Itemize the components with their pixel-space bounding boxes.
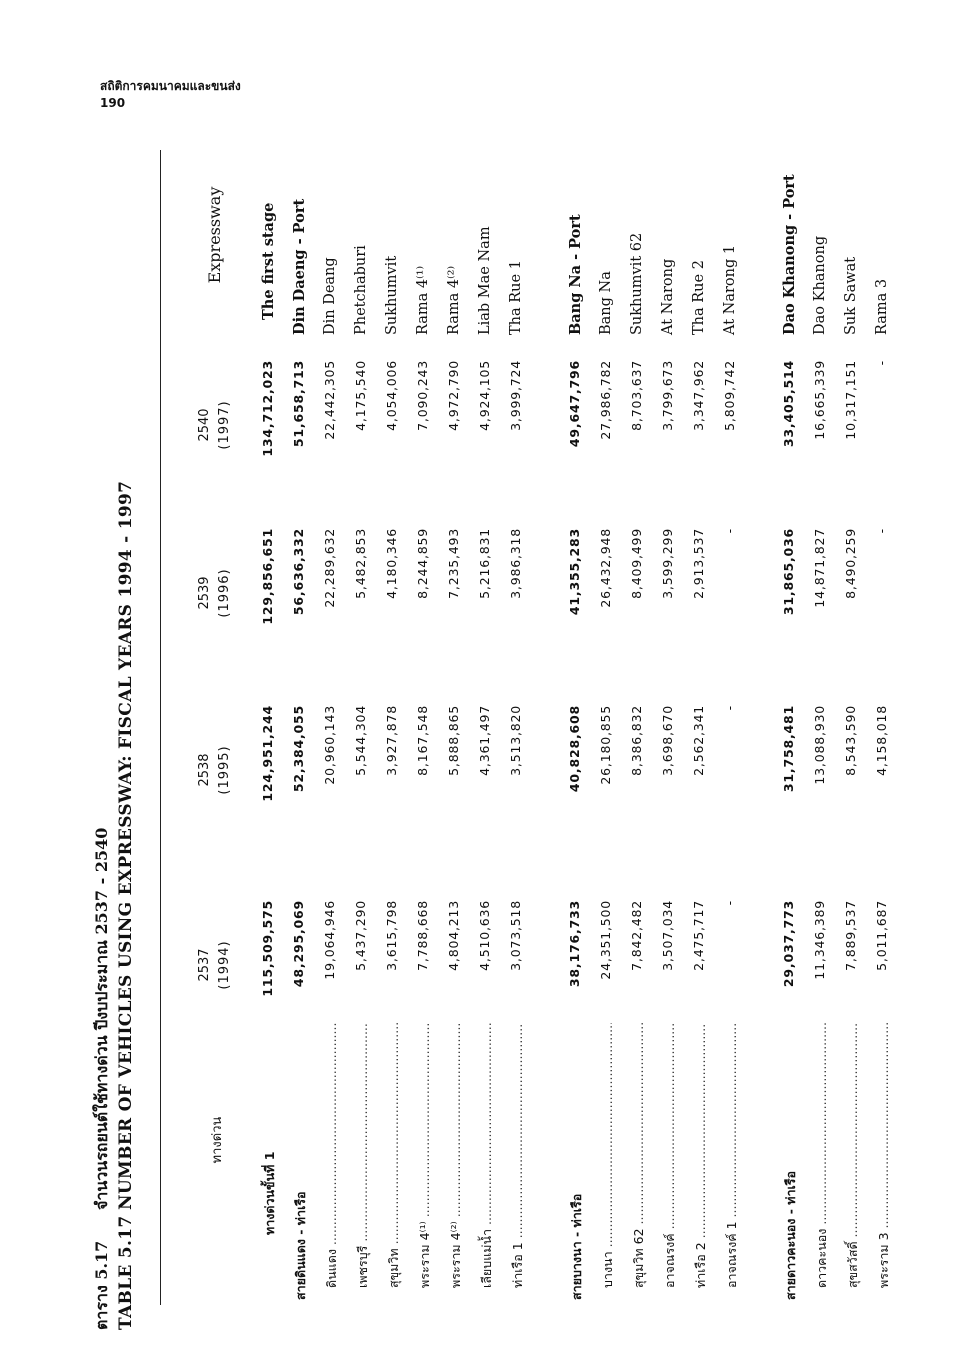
- table-row: [477, 150, 507, 1330]
- row-value-2: 31,758,481: [781, 705, 796, 793]
- rotated-table-region: [90, 150, 960, 1330]
- row-thai-name: พระราม 4⁽¹⁾ .....: [415, 1023, 435, 1288]
- eng-table-label: TABLE 5.17: [116, 1215, 136, 1330]
- row-value-4: 4,054,006: [384, 360, 399, 431]
- row-value-1: 3,073,518: [508, 900, 523, 971]
- row-value-1: 3,615,798: [384, 900, 399, 971]
- row-value-3: 5,216,831: [477, 528, 492, 599]
- page-header: [100, 78, 241, 112]
- row-eng-name: Tha Rue 1: [508, 260, 524, 335]
- row-eng-name: Phetchaburi: [353, 245, 369, 335]
- row-value-3: 5,482,853: [353, 528, 368, 599]
- table-row: [874, 150, 904, 1330]
- table-row: [691, 150, 721, 1330]
- table-row: [260, 150, 290, 1330]
- row-thai-name: อาจณรงค์ .....: [660, 1023, 680, 1288]
- thai-table-label: ตาราง 5.17: [92, 1240, 111, 1330]
- table-row: [567, 150, 597, 1330]
- row-thai-name: ทางด่วนขั้นที่ 1: [262, 1151, 277, 1235]
- table-row: [812, 150, 842, 1330]
- row-value-2: 8,543,590: [843, 705, 858, 776]
- table-row: [508, 150, 538, 1330]
- row-value-1: 48,295,069: [291, 900, 306, 988]
- row-value-4: 4,924,105: [477, 360, 492, 431]
- row-value-3: 4,180,346: [384, 528, 399, 599]
- row-value-1: 115,509,575: [260, 900, 275, 997]
- row-eng-name: Bang Na - Port: [567, 214, 584, 335]
- row-value-4: 22,442,305: [322, 360, 337, 440]
- table-row: [322, 150, 352, 1330]
- row-eng-name: Dao Khanong - Port: [781, 174, 798, 335]
- row-value-4: 4,972,790: [446, 360, 461, 431]
- year-header-2538: 2538 (1995): [197, 745, 232, 795]
- year-header-2539: 2539 (1996): [197, 568, 232, 618]
- row-eng-name: Sukhumvit: [384, 255, 400, 335]
- row-eng-name: The first stage: [260, 202, 277, 320]
- row-value-3: 41,355,283: [567, 528, 582, 616]
- row-eng-name: Rama 3: [874, 278, 890, 335]
- row-eng-name: Rama 4⁽¹⁾: [415, 265, 431, 335]
- row-value-3: 26,432,948: [598, 528, 613, 608]
- row-value-3: 3,599,299: [660, 528, 675, 599]
- row-value-2: 2,562,341: [691, 705, 706, 776]
- row-thai-name: สายดินแดง - ท่าเรือ: [293, 1191, 308, 1300]
- row-value-2: 5,544,304: [353, 705, 368, 776]
- row-value-2: 5,888,865: [446, 705, 461, 776]
- row-thai-name: พระราม 3 .....: [874, 1023, 894, 1288]
- row-value-3: 31,865,036: [781, 528, 796, 616]
- row-value-4: -: [874, 360, 889, 366]
- page-number: 190: [100, 96, 126, 110]
- row-value-4: 3,799,673: [660, 360, 675, 431]
- table-row: [291, 150, 321, 1330]
- row-value-1: 19,064,946: [322, 900, 337, 980]
- row-value-4: 7,090,243: [415, 360, 430, 431]
- row-thai-name: สุขสวัสดิ์ .....: [843, 1023, 863, 1288]
- row-value-1: 2,475,717: [691, 900, 706, 971]
- row-value-2: 4,361,497: [477, 705, 492, 776]
- row-value-1: 4,804,213: [446, 900, 461, 971]
- table-row: [446, 150, 476, 1330]
- row-value-1: 5,437,290: [353, 900, 368, 971]
- row-thai-name: บางนา .....: [598, 1023, 618, 1288]
- row-value-2: 3,927,878: [384, 705, 399, 776]
- row-thai-name: สายดาวคะนอง - ท่าเรือ: [783, 1170, 798, 1300]
- row-value-1: 4,510,636: [477, 900, 492, 971]
- table-row: [781, 150, 811, 1330]
- row-thai-name: ดาวคะนอง .....: [812, 1023, 832, 1288]
- row-value-3: -: [722, 528, 737, 534]
- row-eng-name: Dao Khanong: [812, 235, 828, 335]
- row-thai-name: สายบางนา - ท่าเรือ: [569, 1193, 584, 1300]
- table-row: [353, 150, 383, 1330]
- row-thai-name: ท่าเรือ 2 .....: [691, 1023, 711, 1288]
- row-eng-name: Liab Mae Nam: [477, 226, 493, 335]
- row-value-2: 4,158,018: [874, 705, 889, 776]
- row-value-4: 10,317,151: [843, 360, 858, 440]
- row-eng-name: Suk Sawat: [843, 256, 859, 335]
- table-row: [598, 150, 628, 1330]
- row-value-2: 52,384,055: [291, 705, 306, 793]
- top-rule: [160, 150, 161, 1305]
- row-value-1: 24,351,500: [598, 900, 613, 980]
- row-eng-name: Din Deang: [322, 257, 338, 335]
- row-value-1: 7,889,537: [843, 900, 858, 971]
- thai-table-title: จำนวนรถยนต์ใช้ทางด่วน ปีงบประมาณ 2537 - 2540: [92, 827, 111, 1210]
- row-thai-name: ดินแดง .....: [322, 1023, 342, 1288]
- table-title: [90, 481, 138, 1330]
- row-value-3: 22,289,632: [322, 528, 337, 608]
- row-value-4: 51,658,713: [291, 360, 306, 448]
- row-value-3: 56,636,332: [291, 528, 306, 616]
- row-thai-name: ท่าเรือ 1 .....: [508, 1023, 528, 1288]
- eng-column-header: Expressway: [205, 186, 224, 284]
- row-value-3: 14,871,827: [812, 528, 827, 608]
- row-value-4: 3,999,724: [508, 360, 523, 431]
- row-thai-name: สุขุมวิท 62 .....: [629, 1023, 649, 1288]
- row-value-3: 3,986,318: [508, 528, 523, 599]
- row-value-3: 8,409,499: [629, 528, 644, 599]
- eng-table-title: NUMBER OF VEHICLES USING EXPRESSWAY: FISCAL YEARS 1994 - 1997: [116, 480, 136, 1210]
- row-eng-name: Din Daeng - Port: [291, 198, 308, 335]
- row-eng-name: At Narong: [660, 258, 676, 335]
- row-value-2: 3,513,820: [508, 705, 523, 776]
- row-value-2: 8,167,548: [415, 705, 430, 776]
- row-value-2: 20,960,143: [322, 705, 337, 785]
- row-thai-name: เลียบแม่น้ำ .....: [477, 1023, 497, 1288]
- year-header-2540: 2540 (1997): [197, 400, 232, 450]
- row-value-4: 134,712,023: [260, 360, 275, 457]
- row-eng-name: At Narong 1: [722, 244, 738, 335]
- row-value-2: 40,828,608: [567, 705, 582, 793]
- row-value-4: 8,703,637: [629, 360, 644, 431]
- row-value-4: 49,647,796: [567, 360, 582, 448]
- row-value-4: 3,347,962: [691, 360, 706, 431]
- row-thai-name: สุขุมวิท .....: [384, 1023, 404, 1288]
- row-value-4: 5,809,742: [722, 360, 737, 431]
- row-value-1: 7,842,482: [629, 900, 644, 971]
- row-value-4: 4,175,540: [353, 360, 368, 431]
- row-value-3: -: [874, 528, 889, 534]
- thai-column-header: ทางด่วน: [210, 1116, 225, 1164]
- row-value-1: -: [722, 900, 737, 906]
- row-value-3: 8,244,859: [415, 528, 430, 599]
- row-eng-name: Rama 4⁽²⁾: [446, 265, 462, 335]
- row-value-3: 7,235,493: [446, 528, 461, 599]
- row-value-3: 2,913,537: [691, 528, 706, 599]
- row-value-1: 38,176,733: [567, 900, 582, 988]
- row-value-1: 3,507,034: [660, 900, 675, 971]
- row-eng-name: Sukhumvit 62: [629, 232, 645, 335]
- row-value-2: 3,698,670: [660, 705, 675, 776]
- row-value-2: 26,180,855: [598, 705, 613, 785]
- table-row: [843, 150, 873, 1330]
- row-value-4: 16,665,339: [812, 360, 827, 440]
- table-row: [660, 150, 690, 1330]
- row-eng-name: Tha Rue 2: [691, 260, 707, 335]
- row-value-4: 27,986,782: [598, 360, 613, 440]
- row-value-1: 5,011,687: [874, 900, 889, 971]
- row-value-1: 11,346,389: [812, 900, 827, 980]
- row-thai-name: อาจณรงค์ 1 .....: [722, 1023, 742, 1288]
- row-value-4: 33,405,514: [781, 360, 796, 448]
- row-thai-name: พระราม 4⁽²⁾ .....: [446, 1023, 466, 1288]
- row-value-3: 8,490,259: [843, 528, 858, 599]
- row-thai-name: เพชรบุรี .....: [353, 1023, 373, 1288]
- row-value-2: -: [722, 705, 737, 711]
- publication-title: สถิติการคมนาคมและขนส่ง: [100, 79, 241, 93]
- table-row: [415, 150, 445, 1330]
- year-header-2537: 2537 (1994): [197, 940, 232, 990]
- row-value-3: 129,856,651: [260, 528, 275, 625]
- row-value-1: 29,037,773: [781, 900, 796, 988]
- row-value-2: 124,951,244: [260, 705, 275, 802]
- row-eng-name: Bang Na: [598, 271, 614, 335]
- row-value-2: 8,386,832: [629, 705, 644, 776]
- row-value-2: 13,088,930: [812, 705, 827, 785]
- table-row: [384, 150, 414, 1330]
- table-row: [629, 150, 659, 1330]
- table-row: [722, 150, 752, 1330]
- row-value-1: 7,788,668: [415, 900, 430, 971]
